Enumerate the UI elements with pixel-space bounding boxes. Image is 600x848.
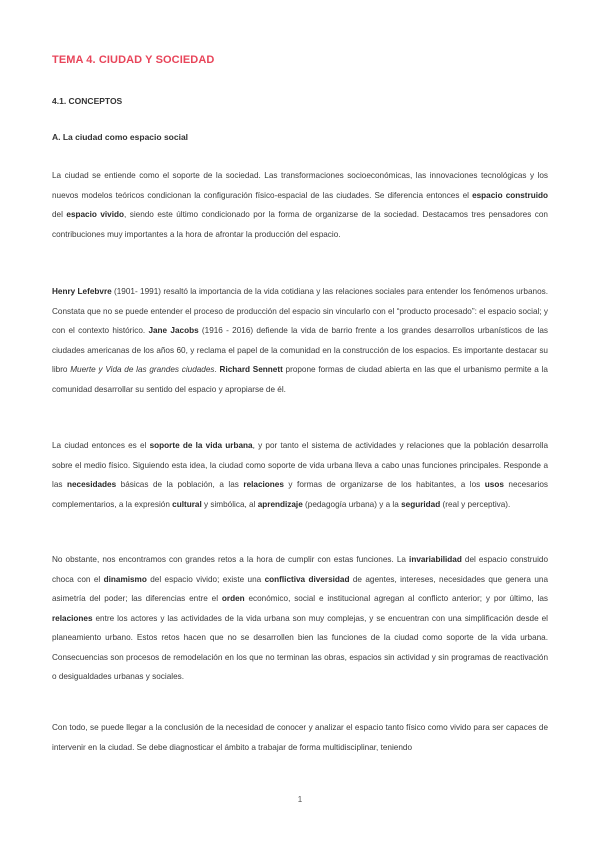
bold-term: cultural [172,499,202,509]
text-run: del [52,210,67,219]
bold-term: seguridad [401,499,441,509]
bold-term: invariabilidad [409,555,462,564]
bold-term: orden [221,594,245,603]
text-run: , y por tanto el sistema de actividades y relaciones que la población desarrolla sobre el medio físico. Siguiendo esta idea, la ciudad como soporte de vida urbana lleva a cabo unas funciones principales. Responde a las [52,441,549,489]
bold-term: relaciones [243,480,284,489]
text-run: entre los actores y las actividades de la vida urbana son muy complejas, y se encuentran con una simplificación desde el planeamiento urbano. Estos retos hacen que no se desarrollen bien las funciones de la ciudad como soporte de la vida urbana. Consecuencias son procesos de remodelación en los que no terminan las obras, espacios sin actividad y sin programas de reactivación o desigualdades urbanas y sociales. [52,613,548,681]
bold-term: necesidades [67,480,117,489]
bold-term: relaciones [52,613,93,623]
text-run: La ciudad se entiende como el soporte de la sociedad. Las transformaciones socioeconómicas, las innovaciones tecnológicas y los nuevos modelos teóricos condicionan la configuración físico-espacial de las ciudades. Se diferencia entonces el [52,171,548,200]
text-run: , siendo este último condicionado por la forma de organizarse de la sociedad. Destacamos tres pensadores con contribuciones muy importantes a la hora de afrontar la producción del espacio. [52,210,548,239]
bold-term: Richard Sennett [219,365,283,374]
text-run: económico, social e institucional agregan al conflicto anterior; y por último, las [244,594,548,603]
bold-term: Henry Lefebvre [52,287,112,296]
text-run: propone formas de ciudad abierta en las que el urbanismo permite a la comunidad desarrollar su sentido del espacio y apropiarse de él. [52,365,548,394]
text-run: necesarios complementarios, a la expresión [52,480,549,509]
text-run: de agentes, intereses, necesidades que genera una asimetría del poder; las diferencias entre el [52,574,548,603]
paragraph [52,718,548,757]
bold-term: espacio vivido [66,210,124,219]
paragraph [52,550,548,687]
bold-term: aprendizaje [257,499,303,509]
text-run: La ciudad entonces es el [52,441,150,450]
bold-term: espacio construido [472,190,548,200]
bold-term: Jane Jacobs [148,326,199,335]
section-heading: 4.1. CONCEPTOS [52,96,123,106]
bold-term: soporte de la vida urbana [149,441,253,450]
bold-term: dinamismo [103,574,147,584]
text-run: básicas de la población, a las [116,480,244,489]
text-run: del espacio vivido; existe una [146,574,265,584]
text-run: (1901- 1991) resaltó la importancia de la vida cotidiana y las relaciones sociales para entender los fenómenos urbanos. Constata que no se puede entender el proceso de producción del espacio sin vincularlo con el “producto procesado”: el espacio social; y con el contexto histórico. [52,287,548,335]
paragraph [52,282,548,399]
text-run: Con todo, se puede llegar a la conclusión de la necesidad de conocer y analizar el espacio tanto físico como vivido para ser capaces de intervenir en la ciudad. Se debe diagnosticar el ámbito a trabajar de forma multidisciplinar, teniendo [52,723,548,752]
text-run: y formas de organizarse de los habitantes, a los [283,480,485,489]
text-run: del espacio construido choca con el [52,555,549,584]
text-run: (pedagogía urbana) y a la [302,499,402,509]
text-run: (1916 - 2016) defiende la vida de barrio frente a los grandes desarrollos urbanísticos de las ciudades americanas de los años 60, y reclama el papel de la comunidad en la construcción de los espacios. Es importante destacar su libro [52,326,548,374]
bold-term: usos [484,480,504,489]
bold-term: conflictiva diversidad [264,574,350,584]
text-run: No obstante, nos encontramos con grandes retos a la hora de cumplir con estas funciones. La [52,555,410,564]
text-run: (real y perceptiva). [440,499,511,509]
text-run: . [214,365,220,374]
paragraph [52,166,548,244]
page-title: TEMA 4. CIUDAD Y SOCIEDAD [52,54,215,66]
text-run: y simbólica, al [201,499,258,509]
subsection-heading: A. La ciudad como espacio social [52,132,189,142]
page-number: 1 [297,795,303,804]
book-title: Muerte y Vida de las grandes ciudades [70,365,215,374]
paragraph [52,436,548,514]
